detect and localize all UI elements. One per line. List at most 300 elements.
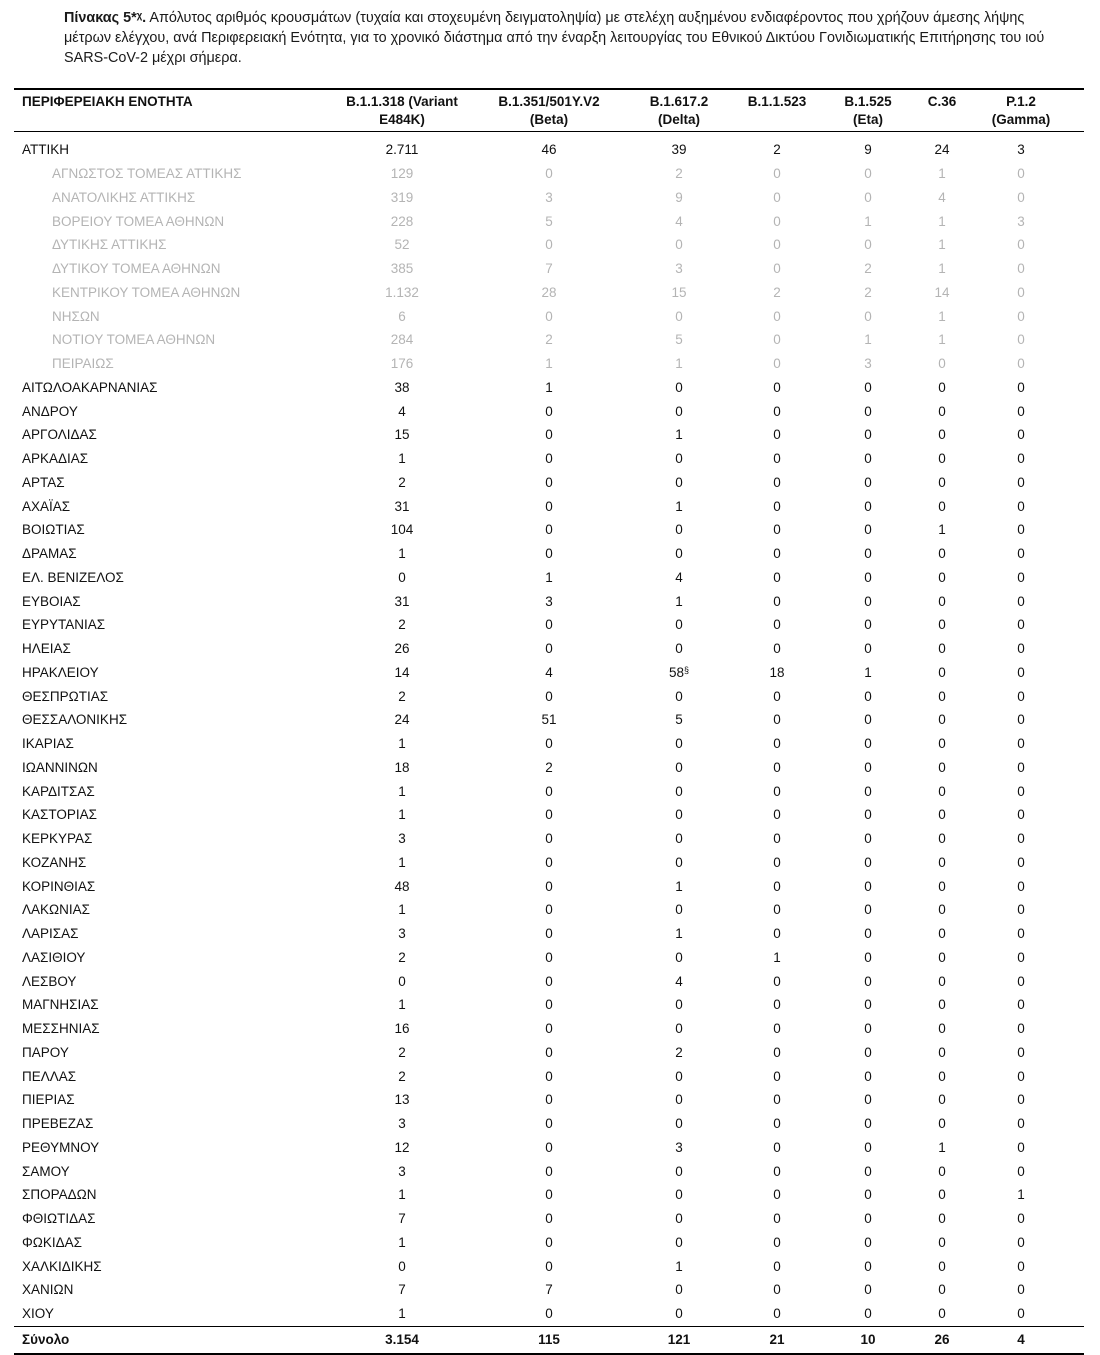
count-value: 2 <box>675 166 683 182</box>
count-value: 3 <box>398 1116 406 1132</box>
count-value: 0 <box>1017 1306 1025 1322</box>
count-cell <box>926 1088 958 1112</box>
count-cell <box>320 851 484 875</box>
count-value: 0 <box>938 664 946 680</box>
table-row <box>14 1041 1084 1065</box>
count-value: 1 <box>398 1187 406 1203</box>
count-value: 2 <box>398 1044 406 1060</box>
count-cell <box>320 732 484 756</box>
column-header-variant <box>484 89 614 132</box>
count-value: 0 <box>1017 308 1025 324</box>
region-name-cell: ΚΑΡΔΙΤΣΑΣ <box>22 783 95 799</box>
count-value: 0 <box>864 902 872 918</box>
table-row-subunit <box>14 233 1084 257</box>
count-value: 0 <box>773 332 781 348</box>
count-cell <box>320 993 484 1017</box>
count-cell <box>744 1159 810 1183</box>
count-value: 0 <box>1017 831 1025 847</box>
count-cell <box>484 132 614 162</box>
count-cell <box>958 1183 1084 1207</box>
column-header-line2: (Beta) <box>529 112 569 127</box>
count-value: 0 <box>864 807 872 823</box>
table-row <box>14 132 1084 162</box>
count-value: 1 <box>398 451 406 467</box>
count-value: 0 <box>545 1187 553 1203</box>
table-row-subunit <box>14 281 1084 305</box>
count-value: 0 <box>938 1044 946 1060</box>
count-value: 0 <box>864 1116 872 1132</box>
count-value: 0 <box>773 712 781 728</box>
table-row <box>14 1183 1084 1207</box>
count-cell <box>926 304 958 328</box>
count-value: 0 <box>675 759 683 775</box>
count-value: 4 <box>938 189 946 205</box>
count-value: 0 <box>1017 854 1025 870</box>
count-cell <box>810 684 926 708</box>
count-cell <box>958 922 1084 946</box>
count-value: 1 <box>675 878 683 894</box>
count-cell <box>744 566 810 590</box>
count-value: 0 <box>773 308 781 324</box>
region-name-cell: ΔΥΤΙΚΗΣ ΑΤΤΙΚΗΣ <box>52 237 167 253</box>
table-row <box>14 779 1084 803</box>
count-value: 0 <box>545 878 553 894</box>
count-value: 0 <box>675 522 683 538</box>
table-row <box>14 827 1084 851</box>
count-cell <box>320 447 484 471</box>
column-header-region <box>14 89 320 132</box>
count-value: 0 <box>938 854 946 870</box>
count-cell <box>958 851 1084 875</box>
count-cell <box>958 874 1084 898</box>
count-value: 0 <box>675 1116 683 1132</box>
count-cell <box>614 827 744 851</box>
count-value: 1 <box>938 237 946 253</box>
count-cell <box>614 1302 744 1326</box>
count-cell <box>614 803 744 827</box>
table-row <box>14 898 1084 922</box>
count-cell <box>614 1064 744 1088</box>
count-cell <box>958 1254 1084 1278</box>
count-value: 0 <box>938 688 946 704</box>
count-value: 0 <box>1017 546 1025 562</box>
count-value: 0 <box>545 617 553 633</box>
count-cell <box>744 969 810 993</box>
table-row <box>14 993 1084 1017</box>
count-cell <box>320 946 484 970</box>
count-cell <box>810 756 926 780</box>
table-caption <box>64 8 1054 68</box>
footnote-mark: § <box>684 664 690 675</box>
total-value: 10 <box>860 1332 876 1347</box>
count-cell <box>484 1254 614 1278</box>
count-cell <box>614 376 744 400</box>
count-cell <box>926 423 958 447</box>
count-cell <box>926 1183 958 1207</box>
count-cell <box>484 993 614 1017</box>
count-value: 0 <box>864 522 872 538</box>
count-value: 2 <box>398 1068 406 1084</box>
count-value: 0 <box>938 356 946 372</box>
table-row-subunit <box>14 162 1084 186</box>
count-value: 0 <box>864 569 872 585</box>
count-cell <box>810 851 926 875</box>
count-cell <box>320 1183 484 1207</box>
count-cell <box>958 304 1084 328</box>
count-value: 0 <box>545 783 553 799</box>
count-cell <box>810 162 926 186</box>
count-value: 4 <box>398 403 406 419</box>
count-value: 0 <box>938 783 946 799</box>
count-value: 2 <box>398 474 406 490</box>
count-value: 38 <box>394 379 410 395</box>
count-value: 0 <box>545 1139 553 1155</box>
count-cell <box>926 779 958 803</box>
count-cell <box>484 661 614 685</box>
count-cell <box>484 328 614 352</box>
column-header-line1: B.1.351/501Y.V2 <box>498 94 600 109</box>
count-cell <box>320 281 484 305</box>
count-cell <box>320 186 484 210</box>
count-cell <box>614 613 744 637</box>
count-value: 0 <box>938 546 946 562</box>
count-value: 48 <box>394 878 410 894</box>
table-row <box>14 423 1084 447</box>
count-value: 1 <box>864 664 872 680</box>
count-cell <box>614 1112 744 1136</box>
count-cell <box>810 447 926 471</box>
table-row-subunit <box>14 209 1084 233</box>
count-value: 0 <box>1017 522 1025 538</box>
count-value: 14 <box>394 664 410 680</box>
count-value: 0 <box>938 498 946 514</box>
region-name-cell: ΝΟΤΙΟΥ ΤΟΜΕΑ ΑΘΗΝΩΝ <box>52 332 216 348</box>
count-cell <box>744 1254 810 1278</box>
count-cell <box>744 1064 810 1088</box>
count-cell <box>744 1231 810 1255</box>
region-name-cell: ΣΑΜΟΥ <box>22 1163 70 1179</box>
count-value: 0 <box>1017 1163 1025 1179</box>
count-value: 0 <box>545 546 553 562</box>
count-cell <box>926 1064 958 1088</box>
count-cell <box>926 566 958 590</box>
count-value: 0 <box>675 949 683 965</box>
count-value: 0 <box>864 1021 872 1037</box>
count-cell <box>320 328 484 352</box>
count-cell <box>810 732 926 756</box>
count-value: 0 <box>1017 783 1025 799</box>
count-value: 0 <box>864 831 872 847</box>
count-cell <box>320 257 484 281</box>
count-value: 0 <box>675 641 683 657</box>
count-cell <box>744 399 810 423</box>
region-name-cell: ΑΧΑΪΑΣ <box>22 498 71 514</box>
count-cell <box>926 518 958 542</box>
count-cell <box>320 874 484 898</box>
count-value: 0 <box>675 783 683 799</box>
count-cell <box>810 281 926 305</box>
count-cell <box>484 186 614 210</box>
count-cell <box>744 661 810 685</box>
count-value: 0 <box>864 1211 872 1227</box>
count-value: 0 <box>773 166 781 182</box>
count-cell <box>958 542 1084 566</box>
column-header-variant <box>958 89 1084 132</box>
count-cell <box>926 1136 958 1160</box>
count-value: 0 <box>675 997 683 1013</box>
count-value: 0 <box>938 831 946 847</box>
count-value: 18 <box>394 759 410 775</box>
count-value: 1.132 <box>385 284 419 300</box>
variants-table <box>14 88 1084 1355</box>
count-value: 284 <box>390 332 414 348</box>
table-row-subunit <box>14 352 1084 376</box>
count-value: 0 <box>938 759 946 775</box>
count-value: 0 <box>1017 356 1025 372</box>
count-value: 129 <box>390 166 414 182</box>
region-name-cell: ΕΛ. ΒΕΝΙΖΕΛΟΣ <box>22 569 124 585</box>
count-cell <box>926 684 958 708</box>
count-value: 0 <box>864 641 872 657</box>
count-value: 46 <box>541 142 557 158</box>
count-cell <box>320 827 484 851</box>
count-cell <box>926 898 958 922</box>
count-cell <box>810 1231 926 1255</box>
table-row <box>14 1254 1084 1278</box>
count-value: 0 <box>864 1044 872 1060</box>
count-cell <box>484 233 614 257</box>
count-value: 0 <box>938 1021 946 1037</box>
total-value: 26 <box>934 1332 950 1347</box>
count-cell <box>614 661 744 685</box>
count-value: 0 <box>864 237 872 253</box>
count-value: 0 <box>545 688 553 704</box>
count-cell <box>744 518 810 542</box>
count-value: 0 <box>1017 1211 1025 1227</box>
count-value: 0 <box>1017 569 1025 585</box>
count-value: 0 <box>864 854 872 870</box>
count-cell <box>484 779 614 803</box>
count-cell <box>926 209 958 233</box>
count-cell <box>958 471 1084 495</box>
count-cell <box>744 613 810 637</box>
region-name-cell: ΑΡΚΑΔΙΑΣ <box>22 451 89 467</box>
count-value: 1 <box>938 261 946 277</box>
count-cell <box>744 922 810 946</box>
count-value: 3 <box>398 831 406 847</box>
count-value: 0 <box>545 498 553 514</box>
count-cell <box>744 827 810 851</box>
count-value: 0 <box>773 926 781 942</box>
count-cell <box>958 281 1084 305</box>
count-value: 1 <box>938 332 946 348</box>
count-value: 0 <box>773 213 781 229</box>
count-value: 0 <box>545 1116 553 1132</box>
column-header-line2: (Eta) <box>853 112 883 127</box>
count-value: 0 <box>773 546 781 562</box>
count-cell <box>614 1254 744 1278</box>
count-cell <box>958 1207 1084 1231</box>
count-value: 0 <box>773 474 781 490</box>
count-value: 0 <box>864 1187 872 1203</box>
count-cell <box>744 542 810 566</box>
table-row <box>14 922 1084 946</box>
count-cell <box>484 518 614 542</box>
count-value: 3 <box>398 926 406 942</box>
count-value: 0 <box>675 237 683 253</box>
count-cell <box>614 1136 744 1160</box>
count-cell <box>810 471 926 495</box>
count-cell <box>320 969 484 993</box>
count-cell <box>926 993 958 1017</box>
count-value: 0 <box>938 1163 946 1179</box>
count-cell <box>614 708 744 732</box>
count-cell <box>744 1183 810 1207</box>
count-value: 58 <box>668 664 684 680</box>
count-cell <box>484 1112 614 1136</box>
count-cell <box>958 162 1084 186</box>
count-cell <box>744 1136 810 1160</box>
total-value: 121 <box>667 1332 691 1347</box>
count-value: 39 <box>671 142 687 158</box>
count-cell <box>744 1207 810 1231</box>
count-value: 0 <box>864 546 872 562</box>
count-value: 0 <box>938 1234 946 1250</box>
count-cell <box>320 684 484 708</box>
count-value: 2 <box>773 284 781 300</box>
count-cell <box>810 186 926 210</box>
count-cell <box>958 1041 1084 1065</box>
count-cell <box>810 328 926 352</box>
count-value: 0 <box>545 308 553 324</box>
region-name-cell: ΕΥΡΥΤΑΝΙΑΣ <box>22 617 106 633</box>
count-cell <box>958 708 1084 732</box>
count-cell <box>810 233 926 257</box>
count-cell <box>320 132 484 162</box>
region-name-cell: ΑΡΤΑΣ <box>22 474 65 490</box>
count-cell <box>320 352 484 376</box>
region-name-cell: ΑΡΓΟΛΙΔΑΣ <box>22 427 97 443</box>
count-cell <box>926 708 958 732</box>
count-value: 9 <box>675 189 683 205</box>
count-value: 0 <box>675 1234 683 1250</box>
count-cell <box>744 851 810 875</box>
count-value: 0 <box>773 1044 781 1060</box>
count-value: 4 <box>675 973 683 989</box>
count-value: 1 <box>675 356 683 372</box>
count-value: 31 <box>394 498 410 514</box>
count-cell <box>320 566 484 590</box>
column-header-line2: (Gamma) <box>991 112 1051 127</box>
region-name-cell: ΜΑΓΝΗΣΙΑΣ <box>22 997 99 1013</box>
count-value: 0 <box>1017 1282 1025 1298</box>
count-cell <box>810 1159 926 1183</box>
column-header-line1: ΠΕΡΙΦΕΡΕΙΑΚΗ ΕΝΟΤΗΤΑ <box>22 94 193 109</box>
count-cell <box>320 1207 484 1231</box>
count-value: 0 <box>675 403 683 419</box>
count-value: 0 <box>675 1282 683 1298</box>
region-name-cell: ΛΑΚΩΝΙΑΣ <box>22 902 90 918</box>
count-value: 0 <box>398 1258 406 1274</box>
column-header-variant <box>810 89 926 132</box>
count-value: 0 <box>773 902 781 918</box>
region-name-cell: ΗΡΑΚΛΕΙΟΥ <box>22 664 99 680</box>
count-cell <box>810 969 926 993</box>
count-value: 1 <box>545 356 553 372</box>
count-value: 0 <box>675 1211 683 1227</box>
count-value: 0 <box>773 593 781 609</box>
count-value: 104 <box>390 522 414 538</box>
count-cell <box>810 803 926 827</box>
count-value: 0 <box>1017 926 1025 942</box>
count-cell <box>810 827 926 851</box>
count-cell <box>614 399 744 423</box>
count-value: 1 <box>675 1258 683 1274</box>
count-value: 1 <box>864 213 872 229</box>
count-cell <box>810 304 926 328</box>
count-cell <box>484 281 614 305</box>
table-row <box>14 708 1084 732</box>
count-value: 5 <box>675 332 683 348</box>
count-cell <box>484 542 614 566</box>
count-cell <box>958 257 1084 281</box>
count-value: 0 <box>545 997 553 1013</box>
region-name-cell: ΦΘΙΩΤΙΔΑΣ <box>22 1211 96 1227</box>
column-header-line1: B.1.525 <box>844 94 892 109</box>
count-cell <box>926 1041 958 1065</box>
count-cell <box>484 1159 614 1183</box>
count-value: 0 <box>773 356 781 372</box>
count-cell <box>958 1159 1084 1183</box>
count-value: 0 <box>1017 617 1025 633</box>
count-value: 0 <box>773 1234 781 1250</box>
count-value: 1 <box>675 498 683 514</box>
count-value: 0 <box>675 1021 683 1037</box>
count-cell <box>810 209 926 233</box>
region-name-cell: ΠΑΡΟΥ <box>22 1044 69 1060</box>
count-cell <box>926 851 958 875</box>
count-cell <box>614 589 744 613</box>
count-cell <box>320 494 484 518</box>
count-cell <box>744 637 810 661</box>
count-cell <box>958 399 1084 423</box>
count-cell <box>810 1064 926 1088</box>
count-value: 1 <box>938 213 946 229</box>
count-cell <box>810 1041 926 1065</box>
count-cell <box>484 494 614 518</box>
count-value: 0 <box>1017 237 1025 253</box>
column-header-line2: (Delta) <box>657 112 700 127</box>
count-cell <box>810 946 926 970</box>
table-row-subunit <box>14 186 1084 210</box>
region-name-cell: ΡΕΘΥΜΝΟΥ <box>22 1139 100 1155</box>
count-value: 0 <box>1017 1068 1025 1084</box>
count-value: 0 <box>545 973 553 989</box>
count-cell <box>614 1041 744 1065</box>
count-value: 0 <box>773 498 781 514</box>
count-value: 0 <box>545 474 553 490</box>
count-value: 2 <box>773 142 781 158</box>
count-value: 2 <box>675 1044 683 1060</box>
count-cell <box>810 132 926 162</box>
table-row <box>14 613 1084 637</box>
count-value: 0 <box>938 451 946 467</box>
count-cell <box>614 637 744 661</box>
count-value: 13 <box>394 1092 410 1108</box>
count-cell <box>320 162 484 186</box>
count-value: 24 <box>934 142 950 158</box>
count-value: 0 <box>864 1258 872 1274</box>
